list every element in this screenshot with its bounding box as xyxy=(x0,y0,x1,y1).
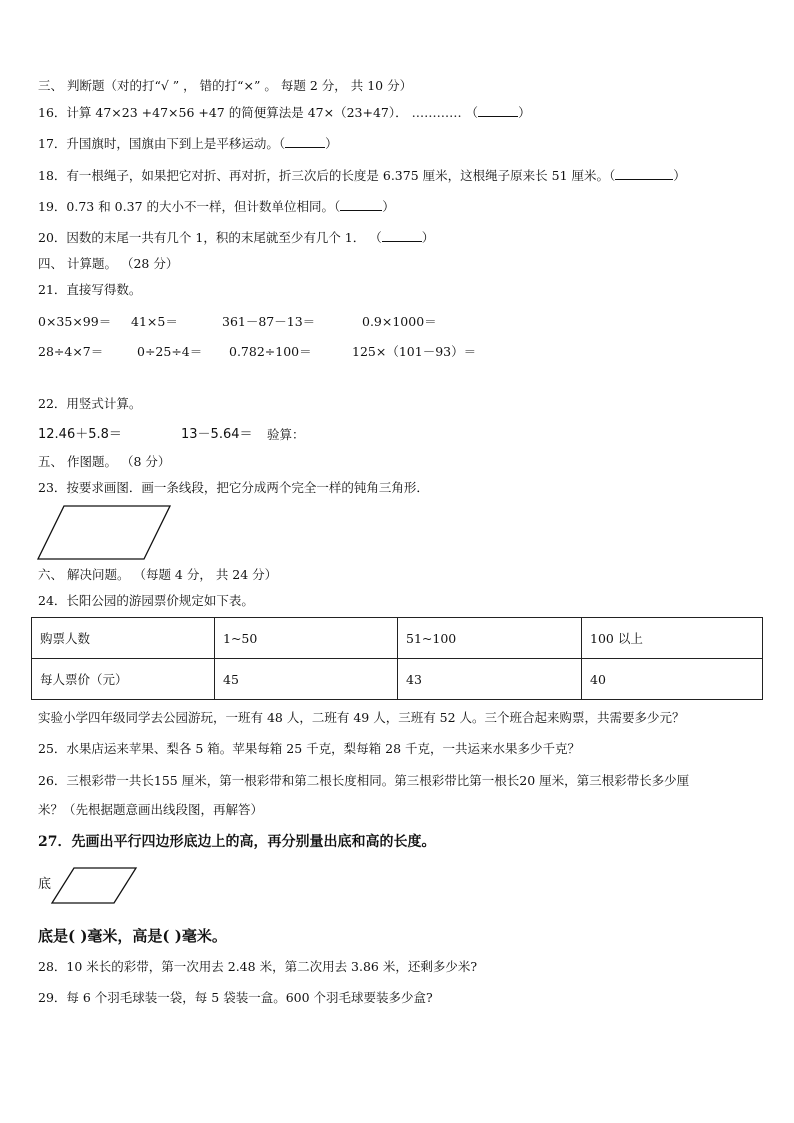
table-cell: 51~100 xyxy=(398,618,582,659)
table-cell: 1~50 xyxy=(215,618,398,659)
table-cell: 45 xyxy=(215,659,398,700)
close-paren: ） xyxy=(325,136,338,151)
question-24-text: 实验小学四年级同学去公园游玩，一班有 48 人，二班有 49 人，三班有 52 人。三个班合起来购票，共需要多少元？ xyxy=(38,710,685,725)
parallelogram-figure xyxy=(36,504,176,562)
question-20 xyxy=(38,230,434,246)
question-28: 28．10 米长的彩带，第一次用去 2.48 米，第二次用去 3.86 米，还剩多少米? xyxy=(38,959,478,974)
question-21: 21．直接写得数。 xyxy=(38,282,142,297)
calc-item: 0.9×1000＝ xyxy=(362,314,437,329)
calc-item: 361－87－13＝ xyxy=(222,314,316,329)
table-cell: 每人票价（元） xyxy=(32,659,215,700)
section-5-title: 五、 作图题。 （8 分） xyxy=(38,454,171,469)
calc-item: 125×（101－93）＝ xyxy=(352,344,477,359)
question-26-line-2: 米？（先根据题意画出线段图，再解答） xyxy=(38,802,264,817)
section-4-title: 四、 计算题。 （28 分） xyxy=(38,256,179,271)
question-18 xyxy=(38,168,686,184)
section-6-title: 六、 解决问题。 （每题 4 分， 共 24 分） xyxy=(38,567,278,582)
question-16-text: 16．计算 47×23 +47×56 +47 的简便算法是 47×（23+47）． ………… （ xyxy=(38,105,479,120)
question-16 xyxy=(38,105,531,121)
question-17-text: 17．升国旗时，国旗由下到上是平移运动。（ xyxy=(38,136,286,151)
calc-item: 41×5＝ xyxy=(131,314,178,329)
close-paren: ） xyxy=(382,199,395,214)
answer-blank-18[interactable] xyxy=(615,168,673,180)
table-cell: 100 以上 xyxy=(582,618,763,659)
question-20-text: 20．因数的末尾一共有几个 1，积的末尾就至少有几个 1． （ xyxy=(38,230,382,245)
table-cell: 43 xyxy=(398,659,582,700)
table-row xyxy=(32,618,763,659)
close-paren: ） xyxy=(673,168,686,183)
question-29: 29．每 6 个羽毛球装一袋，每 5 袋装一盒。600 个羽毛球要装多少盒? xyxy=(38,990,433,1005)
question-25: 25．水果店运来苹果、梨各 5 箱。苹果每箱 25 千克，梨每箱 28 千克，一共运来水果多少千克？ xyxy=(38,741,581,756)
calc-item: 0÷25÷4＝ xyxy=(137,344,203,359)
question-24: 24．长阳公园的游园票价规定如下表。 xyxy=(38,593,254,608)
vertical-calc-1: 12.46＋5.8＝ xyxy=(38,427,122,442)
question-27-answer: 底是( )毫米，高是( )毫米。 xyxy=(38,927,227,945)
question-27: 27．先画出平行四边形底边上的高，再分别量出底和高的长度。 xyxy=(38,834,436,850)
section-3-title: 三、 判断题（对的打“√ ” ， 错的打“×” 。 每题 2 分， 共 10 分） xyxy=(38,78,413,93)
answer-blank-20[interactable] xyxy=(382,230,422,242)
calc-item: 28÷4×7＝ xyxy=(38,344,104,359)
calc-item: 0×35×99＝ xyxy=(38,314,112,329)
check-label: 验算： xyxy=(267,427,305,442)
base-label: 底 xyxy=(38,877,52,892)
ticket-price-table xyxy=(31,617,763,700)
question-22: 22．用竖式计算。 xyxy=(38,396,142,411)
calc-item: 0.782÷100＝ xyxy=(229,344,312,359)
close-paren: ） xyxy=(518,105,531,120)
question-17 xyxy=(38,136,338,152)
table-cell: 40 xyxy=(582,659,763,700)
question-23: 23．按要求画图．画一条线段，把它分成两个完全一样的钝角三角形． xyxy=(38,480,429,495)
question-26-line-1: 26．三根彩带一共长155 厘米，第一根彩带和第二根长度相同。第三根彩带比第一根长20 厘米，第三根彩带长多少厘 xyxy=(38,773,690,788)
answer-blank-19[interactable] xyxy=(340,199,382,211)
parallelogram-figure-small xyxy=(50,866,140,906)
question-19-text: 19．0.73 和 0.37 的大小不一样，但计数单位相同。（ xyxy=(38,199,341,214)
answer-blank-16[interactable] xyxy=(478,105,518,117)
vertical-calc-2: 13－5.64＝ xyxy=(181,427,253,442)
table-cell: 购票人数 xyxy=(32,618,215,659)
question-18-text: 18．有一根绳子，如果把它对折、再对折，折三次后的长度是 6.375 厘米，这根绳子原来长 51 厘米。（ xyxy=(38,168,616,183)
answer-blank-17[interactable] xyxy=(285,136,325,148)
table-row xyxy=(32,659,763,700)
question-19 xyxy=(38,199,395,215)
close-paren: ） xyxy=(421,230,435,245)
